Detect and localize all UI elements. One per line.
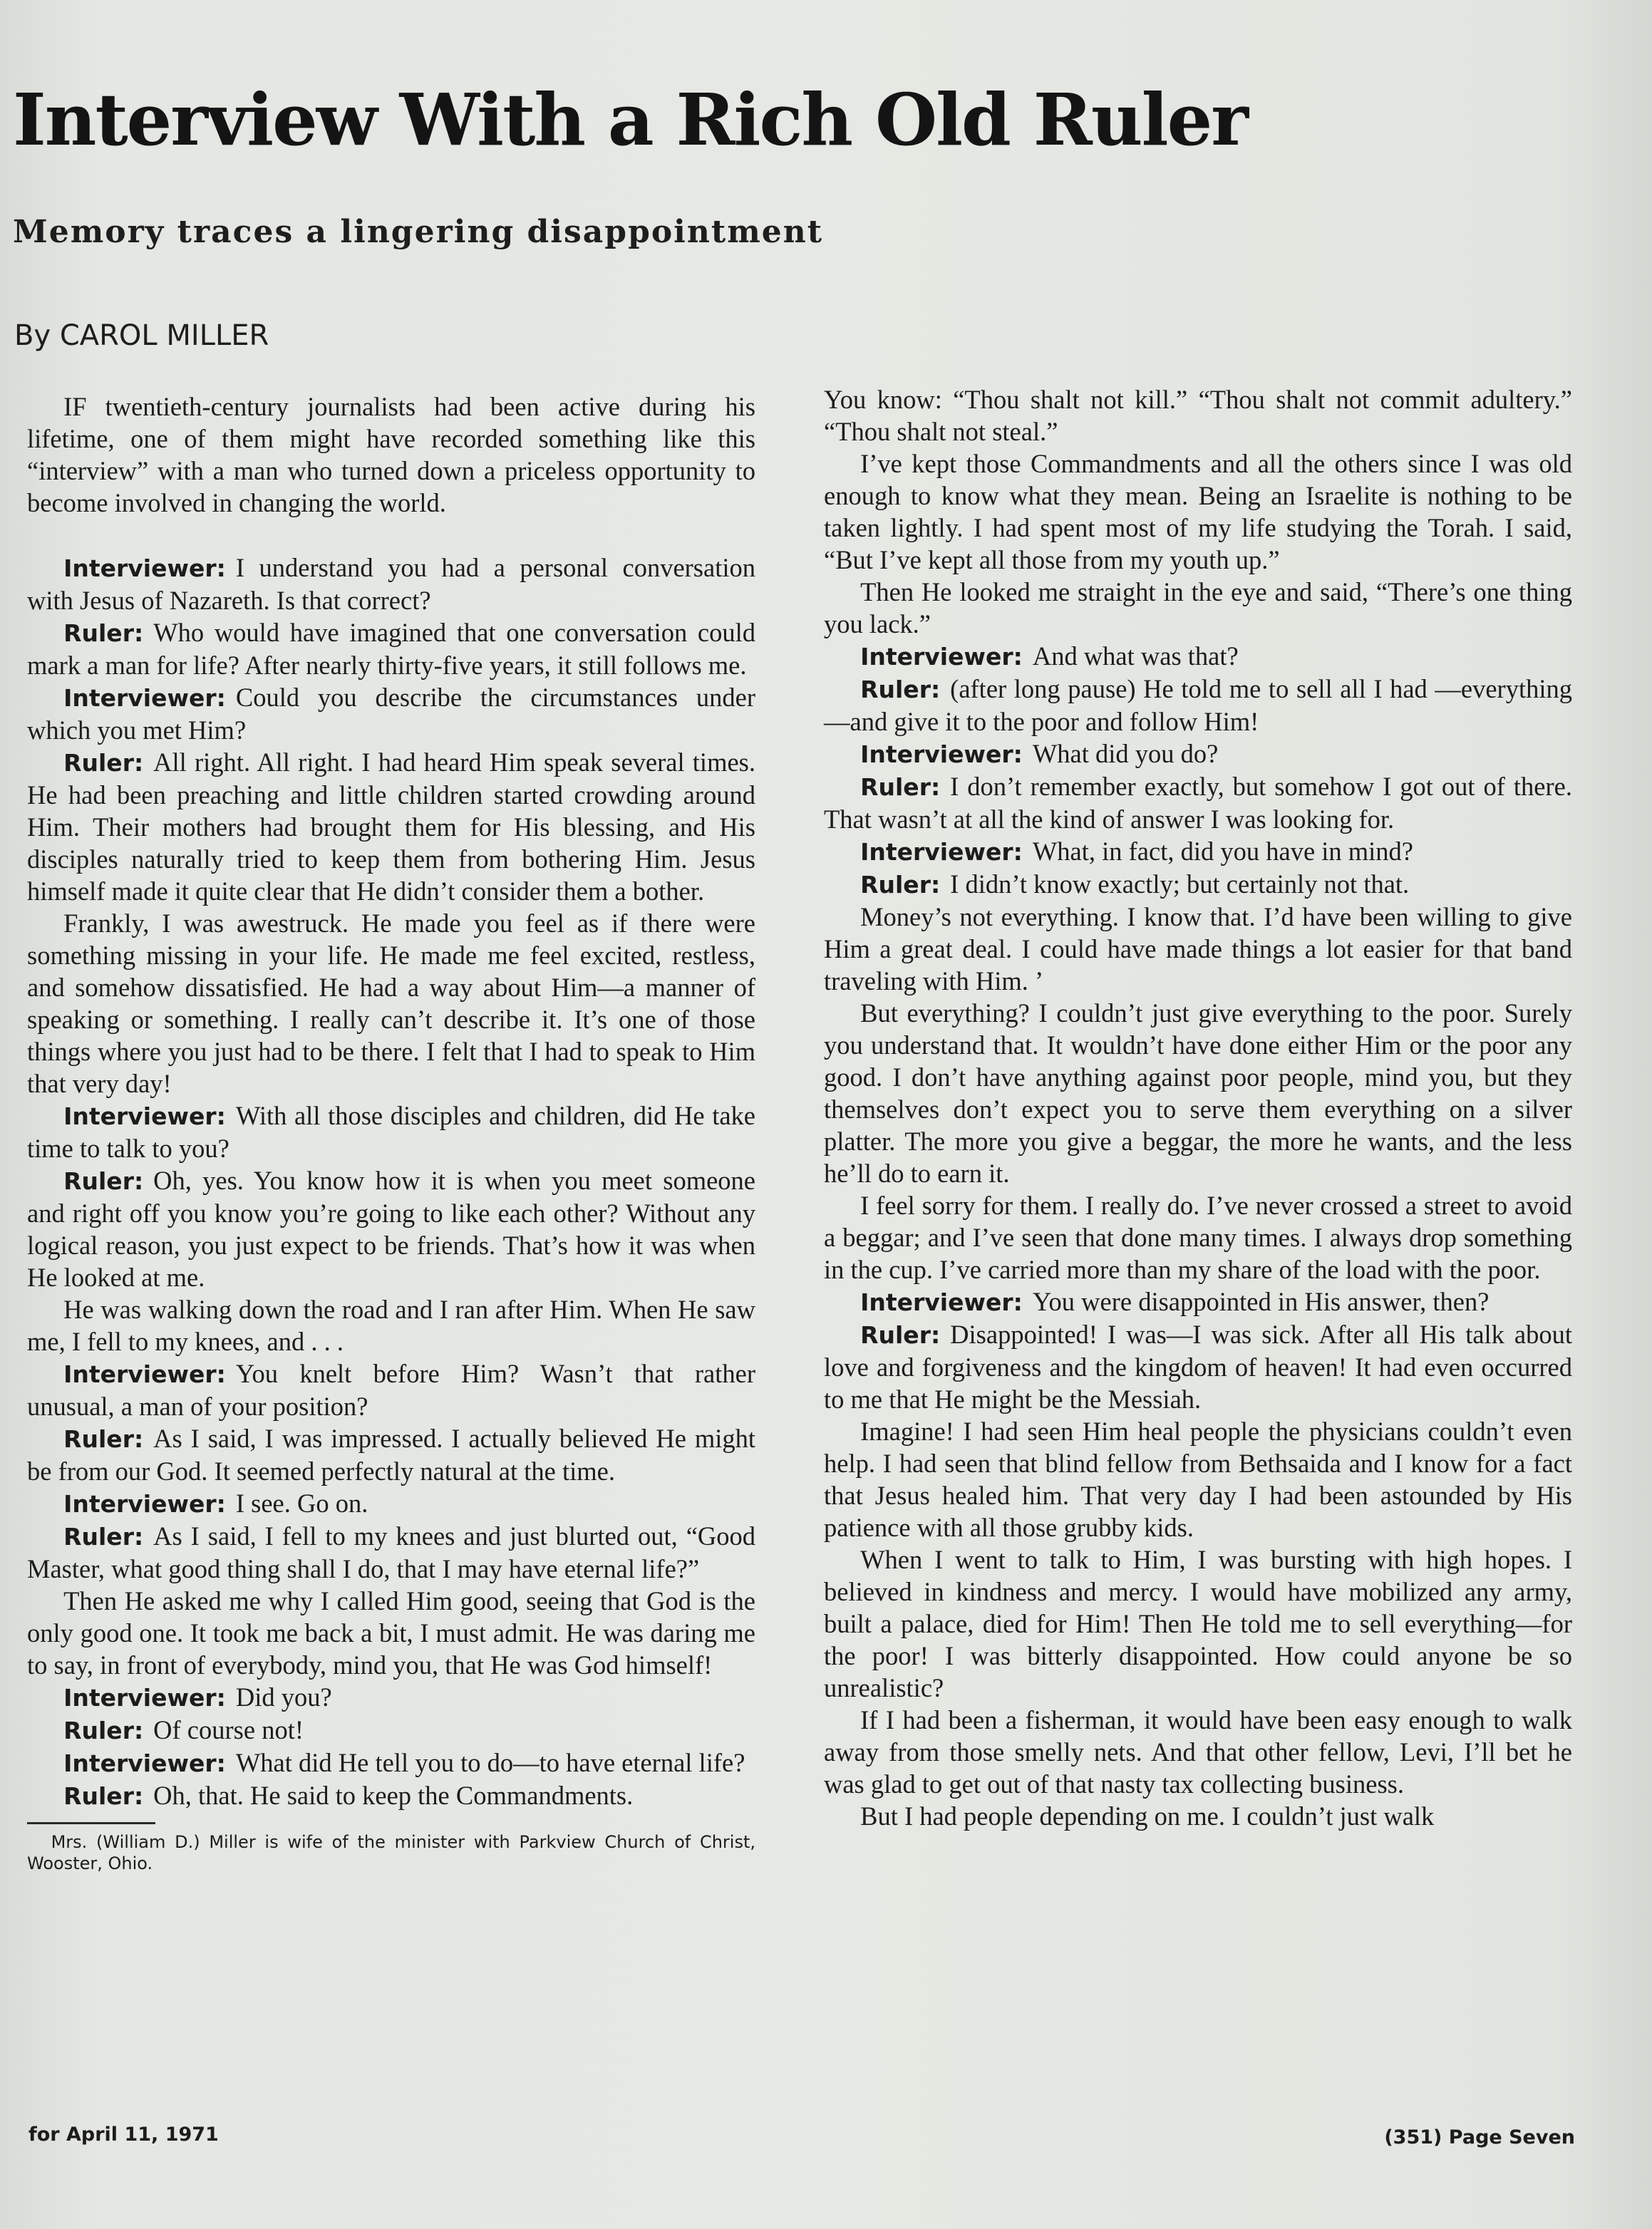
paragraph-text: Money’s not everything. I know that. I’d have been willing to give Him a great deal. I could have made things a lot easier for that band traveling with Him. ’ (824, 902, 1572, 995)
paragraph-text: I understand you had a personal conversation with Jesus of Nazareth. Is that correct? (27, 553, 755, 615)
paragraph (824, 1543, 1572, 1704)
paragraph-text: Disappointed! I was—I was sick. After all His talk about love and forgiveness and the kingdom of heaven! It had even occurred to me that He might be the Messiah. (824, 1320, 1572, 1414)
issue-date: for April 11, 1971 (29, 2124, 219, 2146)
paragraph-text: What did you do? (1032, 739, 1219, 768)
speaker-label: Ruler: (63, 1425, 144, 1453)
page-number: (351) Page Seven (1384, 2126, 1575, 2148)
paragraph-text: I didn’t know exactly; but certainly not that. (950, 869, 1410, 899)
paragraph-text: Could you describe the circumstances under which you met Him? (27, 683, 755, 745)
paragraph-text: And what was that? (1032, 641, 1239, 671)
speaker-label: Ruler: (860, 676, 941, 703)
speaker-label: Ruler: (860, 773, 941, 801)
speaker-label: Interviewer: (63, 1102, 226, 1130)
paragraph (824, 770, 1572, 835)
paragraph (27, 1357, 755, 1422)
article-title: Interview With a Rich Old Ruler (13, 78, 1247, 162)
paragraph (27, 1293, 755, 1357)
paragraph-text: All right. All right. I had heard Him speak several times. He had been preaching and little children started crowding around Him. Their mothers had brought them for His blessing, and His disciples naturally tried to keep them from bothering Him. Jesus himself made it quite clear that He didn’t consider them a bother. (27, 748, 755, 906)
speaker-label: Interviewer: (63, 1749, 226, 1777)
paragraph-text: If I had been a fisherman, it would have been easy enough to walk away from those smelly nets. And that other fellow, Levi, I’ll bet he was glad to get out of that nasty tax collecting business. (824, 1705, 1572, 1799)
paragraph-text: I feel sorry for them. I really do. I’ve never crossed a street to avoid a beggar; and I’ve seen that done many times. I always drop something in the cup. I’ve carried more than my share of the load with the poor. (824, 1191, 1572, 1284)
speaker-label: Ruler: (63, 1167, 144, 1195)
paragraph (27, 1487, 755, 1520)
paragraph (824, 576, 1572, 640)
speaker-label: Ruler: (63, 749, 144, 777)
paragraph-text: What, in fact, did you have in mind? (1032, 837, 1414, 866)
paragraph-text: You were disappointed in His answer, then? (1032, 1287, 1490, 1316)
left-column (27, 391, 755, 1874)
speaker-label: Ruler: (860, 1321, 941, 1349)
paragraph (27, 616, 755, 681)
paragraph (824, 673, 1572, 738)
paragraph-text: As I said, I fell to my knees and just blurted out, “Good Master, what good thing shall I do, that I may have eternal life?” (27, 1521, 755, 1583)
paragraph-text: When I went to talk to Him, I was bursting with high hopes. I believed in kindness and mercy. I would have mobilized any army, built a palace, died for Him! Then He told me to sell everything—for the poor! I was bitterly disappointed. How could anyone be so unrealistic? (824, 1545, 1572, 1702)
paragraph (824, 1318, 1572, 1415)
right-column (824, 383, 1572, 1832)
paragraph-text: But everything? I couldn’t just give everything to the poor. Surely you understand that. It wouldn’t have done either Him or the poor any good. I don’t have anything against poor people, mind you, but they themselves don’t expect you to serve them everything on a silver platter. The more you give a beggar, the more he wants, and the less he’ll do to earn it. (824, 998, 1572, 1188)
paragraph-text: With all those disciples and children, did He take time to talk to you? (27, 1101, 755, 1163)
paragraph (824, 997, 1572, 1189)
paragraph (27, 1779, 755, 1812)
paragraph (824, 1286, 1572, 1318)
paragraph (27, 1164, 755, 1293)
paragraph-text: As I said, I was impressed. I actually believed He might be from our God. It seemed perfectly natural at the time. (27, 1424, 755, 1486)
paragraph (27, 907, 755, 1100)
paragraph (824, 640, 1572, 673)
paragraph (27, 1681, 755, 1714)
paragraph-text: Imagine! I had seen Him heal people the physicians couldn’t even help. I had seen that blind fellow from Bethsaida and I know for a fact that Jesus healed him. That very day I had been astounded by His patience with all those grubby kids. (824, 1417, 1572, 1542)
paragraph (27, 1520, 755, 1585)
author-footnote: Mrs. (William D.) Miller is wife of the minister with Parkview Church of Christ, Wooster, Ohio. (27, 1832, 755, 1873)
speaker-label: Interviewer: (860, 1288, 1023, 1316)
paragraph (824, 1189, 1572, 1286)
paragraph-text: (after long pause) He told me to sell all I had —everything—and give it to the poor and follow Him! (824, 674, 1572, 736)
speaker-label: Interviewer: (860, 838, 1023, 866)
byline: By CAROL MILLER (14, 319, 269, 352)
speaker-label: Ruler: (63, 1782, 144, 1810)
speaker-label: Interviewer: (63, 1490, 226, 1518)
speaker-label: Interviewer: (63, 1360, 226, 1388)
paragraph-text: I see. Go on. (235, 1489, 368, 1518)
paragraph-text: Who would have imagined that one conversation could mark a man for life? After nearly thirty-five years, it still follows me. (27, 618, 755, 680)
speaker-label: Ruler: (63, 1523, 144, 1551)
paragraph (27, 681, 755, 746)
paragraph (824, 448, 1572, 576)
paragraph (824, 383, 1572, 448)
paragraph-text: I’ve kept those Commandments and all the others since I was old enough to know what they mean. Being an Israelite is nothing to be taken lightly. I had spent most of my life studying the Torah. I said, “But I’ve kept all those from my youth up.” (824, 449, 1572, 574)
speaker-label: Interviewer: (860, 643, 1023, 671)
paragraph-text: What did He tell you to do—to have eternal life? (235, 1748, 745, 1777)
paragraph (824, 1800, 1572, 1832)
paragraph (824, 738, 1572, 770)
speaker-label: Interviewer: (63, 1684, 226, 1712)
paragraph-text: You knelt before Him? Wasn’t that rather unusual, a man of your position? (27, 1359, 755, 1421)
paragraph (27, 1585, 755, 1681)
paragraph (824, 868, 1572, 901)
paragraph (27, 1100, 755, 1164)
paragraph-text: Oh, that. He said to keep the Commandments. (153, 1781, 634, 1810)
paragraph (824, 835, 1572, 868)
paragraph (824, 1415, 1572, 1543)
paragraph (824, 901, 1572, 997)
paragraph (27, 1422, 755, 1487)
speaker-label: Ruler: (63, 619, 144, 647)
speaker-label: Interviewer: (63, 554, 226, 582)
paragraph-text: But I had people depending on me. I couldn’t just walk (860, 1801, 1435, 1831)
paragraph-text: Did you? (235, 1682, 332, 1712)
paragraph (27, 1747, 755, 1779)
paragraph-text: Frankly, I was awestruck. He made you feel as if there were something missing in your life. He made me feel excited, restless, and somehow dissatisfied. He had a way about Him—a manner of speaking or something. I really can’t describe it. It’s one of those things where you just had to be there. I felt that I had to speak to Him that very day! (27, 909, 755, 1098)
paragraph-text: He was walking down the road and I ran after Him. When He saw me, I fell to my knees, and . . . (27, 1295, 755, 1356)
paragraph (27, 746, 755, 907)
speaker-label: Interviewer: (63, 684, 226, 712)
footnote-divider (27, 1822, 155, 1824)
paragraph-text: You know: “Thou shalt not kill.” “Thou shalt not commit adultery.” “Thou shalt not steal.” (824, 385, 1572, 446)
article-subtitle: Memory traces a lingering disappointment (13, 214, 824, 250)
paragraph-text: Then He looked me straight in the eye and said, “There’s one thing you lack.” (824, 577, 1572, 638)
paragraph (824, 1704, 1572, 1800)
speaker-label: Ruler: (63, 1717, 144, 1744)
paragraph-text: Oh, yes. You know how it is when you meet someone and right off you know you’re going to like each other? Without any logical reason, you just expect to be friends. That’s how it was when He looked at me. (27, 1166, 755, 1292)
paragraph-text: Of course not! (153, 1715, 304, 1744)
paragraph (27, 552, 755, 616)
paragraph-text: I don’t remember exactly, but somehow I got out of there. That wasn’t at all the kind of answer I was looking for. (824, 772, 1572, 834)
paragraph (27, 1714, 755, 1747)
speaker-label: Interviewer: (860, 740, 1023, 768)
paragraph-text: Then He asked me why I called Him good, seeing that God is the only good one. It took me back a bit, I must admit. He was daring me to say, in front of everybody, mind you, that He was God himself! (27, 1586, 755, 1680)
speaker-label: Ruler: (860, 871, 941, 899)
paragraph-text: IF twentieth-century journalists had been active during his lifetime, one of them might have recorded something like this “interview” with a man who turned down a priceless opportunity to become involved in changing the world. (27, 392, 755, 517)
paragraph (27, 391, 755, 519)
